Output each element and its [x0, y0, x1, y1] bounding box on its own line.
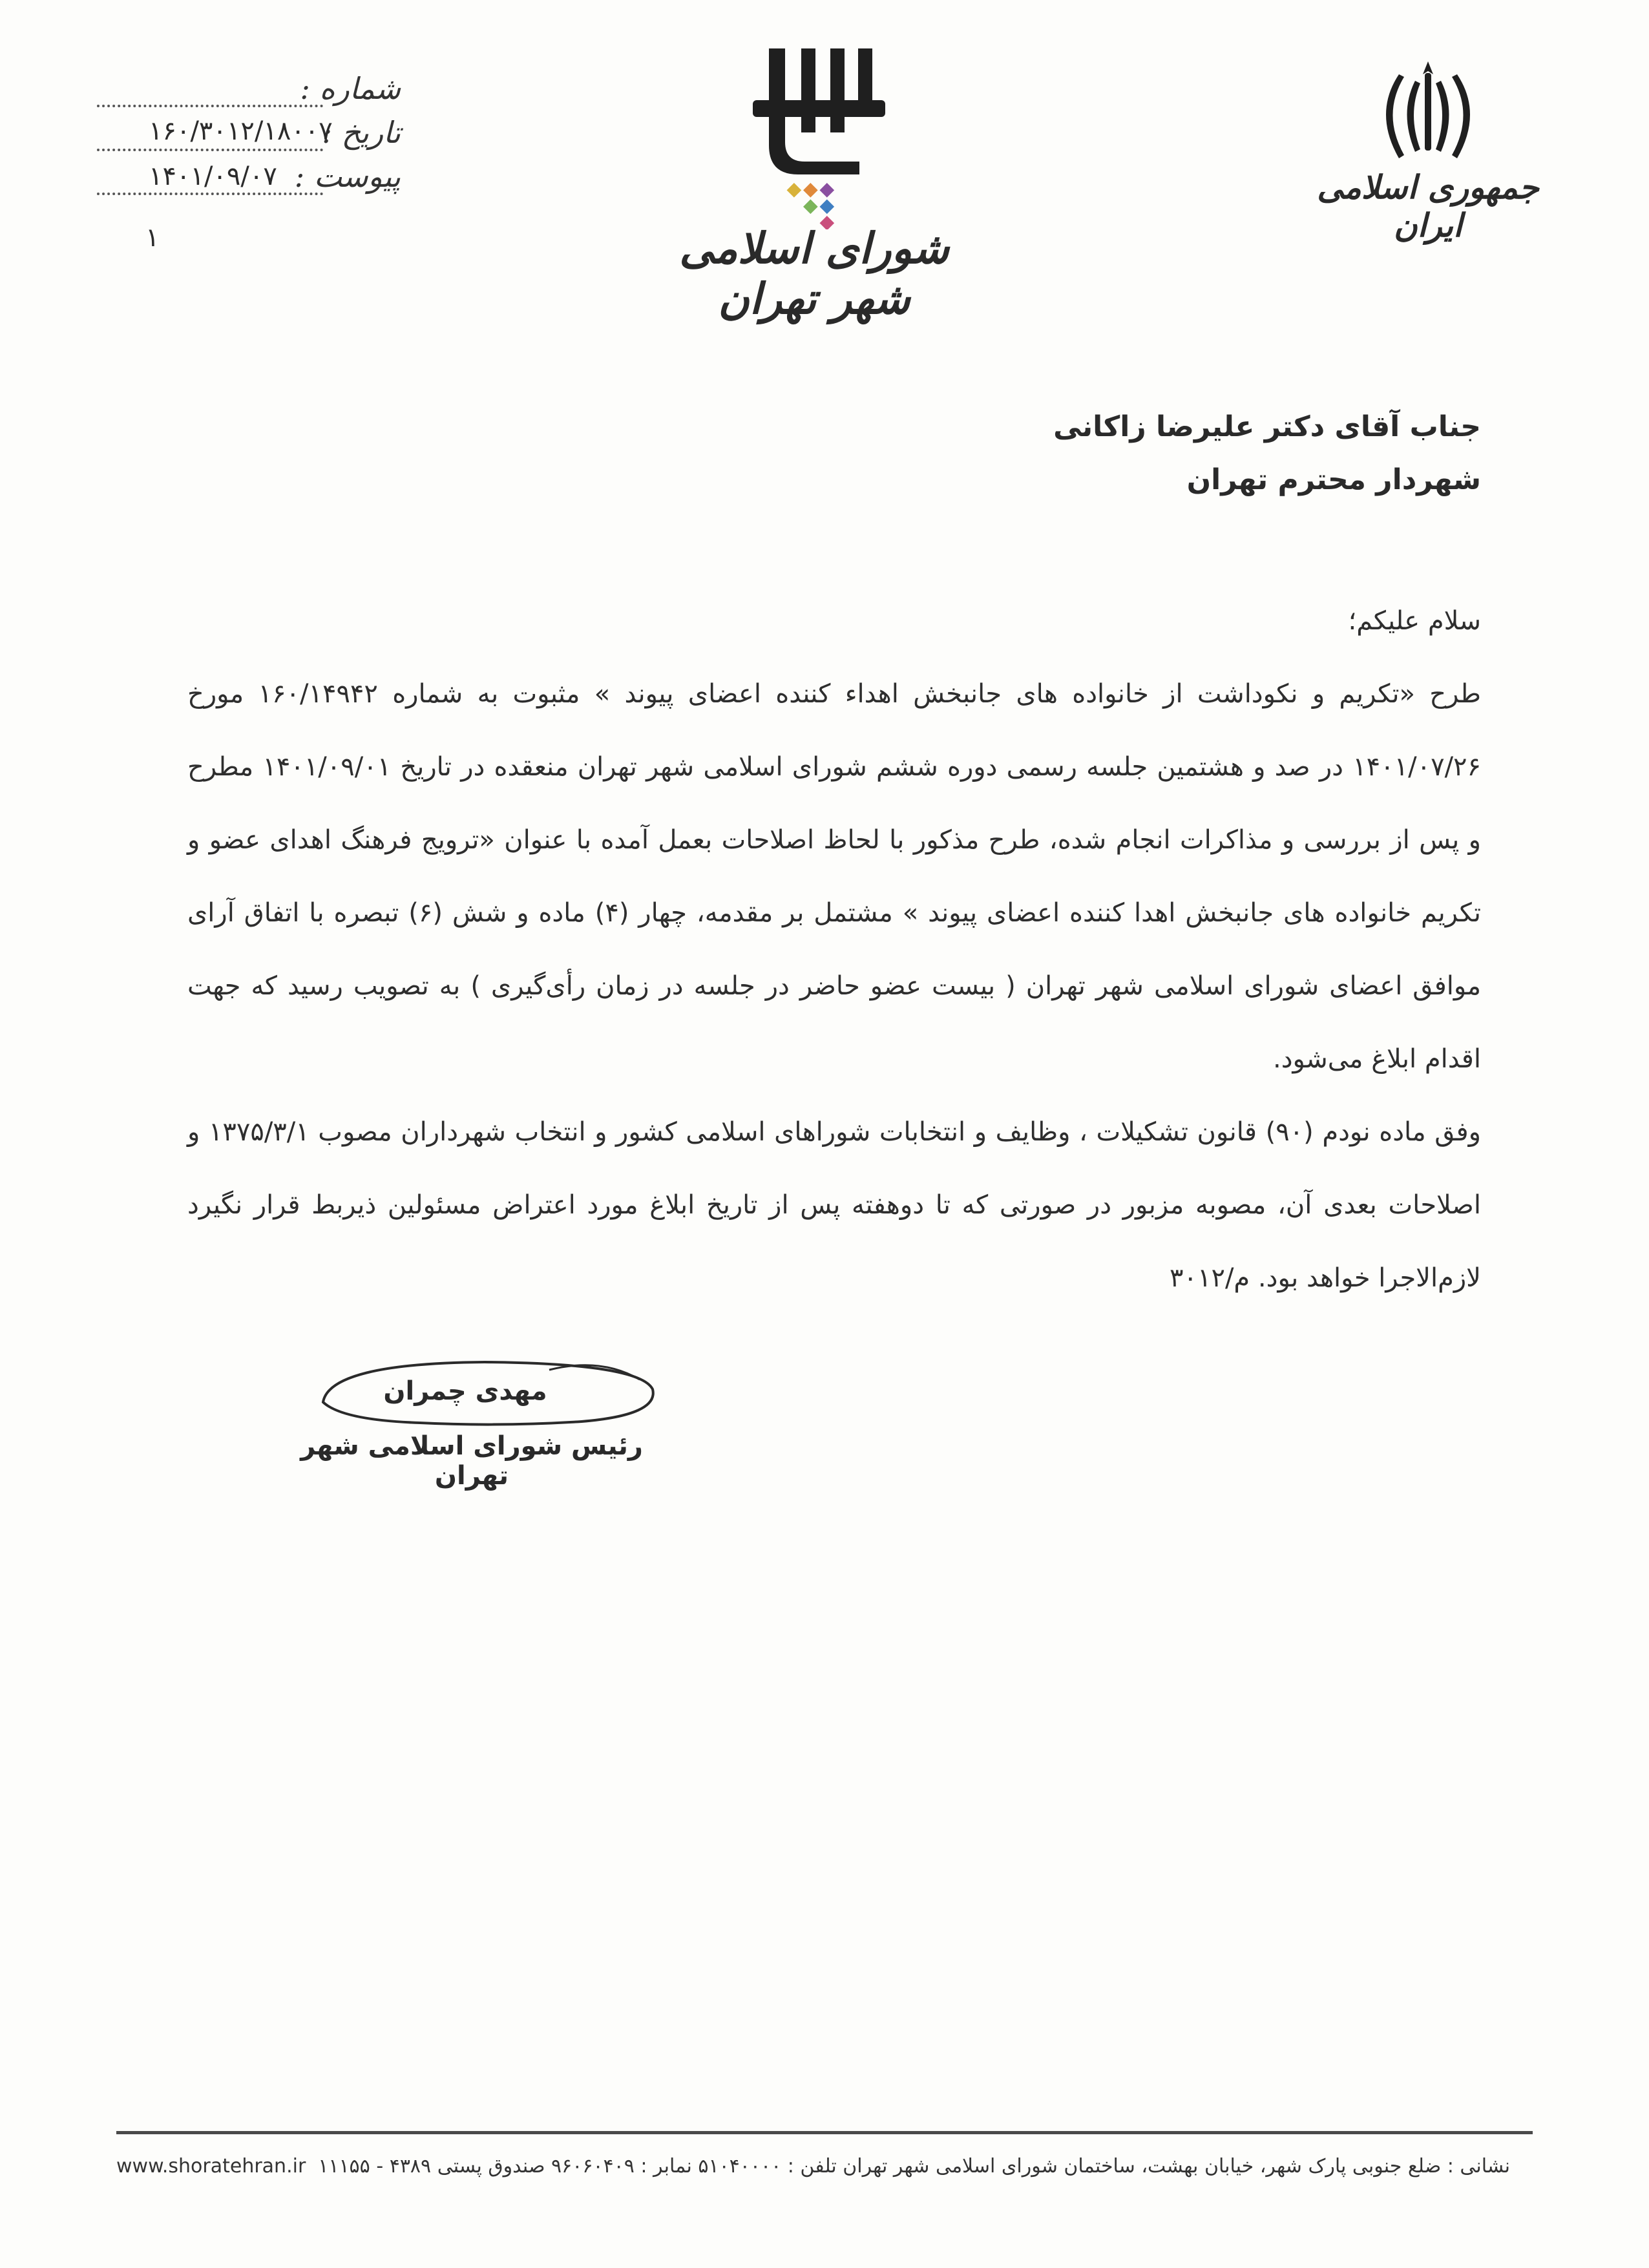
date-label: تاریخ : [322, 115, 401, 150]
addressee-block [1053, 401, 1481, 507]
body-paragraph-2: وفق ماده نودم (۹۰) قانون تشکیلات ، وظایف و انتخابات شوراهای اسلامی کشور و انتخاب شهرداران مصوب ۱۳۷۵/۳/۱ و اصلاحات بعدی آن، مصوبه مزبور در صورتی که تا دوهفته پس از تاریخ ابلاغ مورد اعتراض مسئولین ذیربط قرار نگیرد لازم‌الاجرا خواهد بود. م/۳۰۱۲ [187, 1117, 1481, 1293]
greeting: سلام علیکم؛ [1348, 606, 1481, 636]
letter-body [187, 585, 1481, 1315]
republic-name: جمهوری اسلامی ایران [1317, 168, 1539, 244]
attachment-value: ۱ [145, 223, 160, 253]
number-dots [97, 105, 323, 107]
signatory-name: مهدی چمران [383, 1376, 547, 1406]
addressee-name: جناب آقای دکتر علیرضا زاکانی [1053, 410, 1481, 443]
iran-emblem-icon [1363, 55, 1493, 168]
body-paragraph-1: طرح «تکریم و نکوداشت از خانواده های جانبخش اهداء کننده اعضای پیوند » مثبوت به شماره ۱۶۰/۱۴۹۴۲ مورخ ۱۴۰۱/۰۷/۲۶ در صد و هشتمین جلسه رسمی دوره ششم شورای اسلامی شهر تهران منعقده در تاریخ ۱۴۰۱/۰۹/۰۱ مطرح و پس از بررسی و مذاکرات انجام شده، طرح مذکور با لحاظ اصلاحات بعمل آمده با عنوان «ترویج فرهنگ اهدای عضو و تکریم خانواده های جانبخش اهدا کننده اعضای پیوند » مشتمل بر مقدمه، چهار (۴) ماده و شش (۶) تبصره با اتفاق آرای موافق اعضای شورای اسلامی شهر تهران ( بیست عضو حاضر در جلسه در زمان رأی‌گیری ) به تصویب رسید که جهت اقدام ابلاغ می‌شود. [187, 679, 1482, 1074]
footer-address: نشانی : ضلع جنوبی پارک شهر، خیابان بهشت، ساختمان شورای اسلامی شهر تهران تلفن : ۵۱۰۴۰۰۰۰ نمابر : ۹۶۰۶۰۴۰۹ صندوق پستی ۴۳۸۹ - ۱۱۱۵۵ [318, 2155, 1510, 2178]
attachment-label: پیوست : [294, 159, 401, 194]
date-value: ۱۴۰۱/۰۹/۰۷ [149, 162, 277, 191]
council-name: شورای اسلامی شهر تهران [679, 223, 949, 324]
addressee-title: شهردار محترم تهران [1186, 463, 1481, 496]
footer-divider [116, 2131, 1533, 2134]
footer-website[interactable]: www.shoratehran.ir [116, 2155, 306, 2178]
attachment-dots [97, 193, 323, 195]
signatory-title: رئیس شورای اسلامی شهر تهران [300, 1431, 643, 1491]
council-logo [730, 36, 898, 229]
date-dots [97, 149, 323, 151]
number-value: ۱۶۰/۳۰۱۲/۱۸۰۰۷ [149, 116, 333, 146]
number-row [97, 71, 401, 111]
number-label: شماره : [300, 71, 401, 106]
